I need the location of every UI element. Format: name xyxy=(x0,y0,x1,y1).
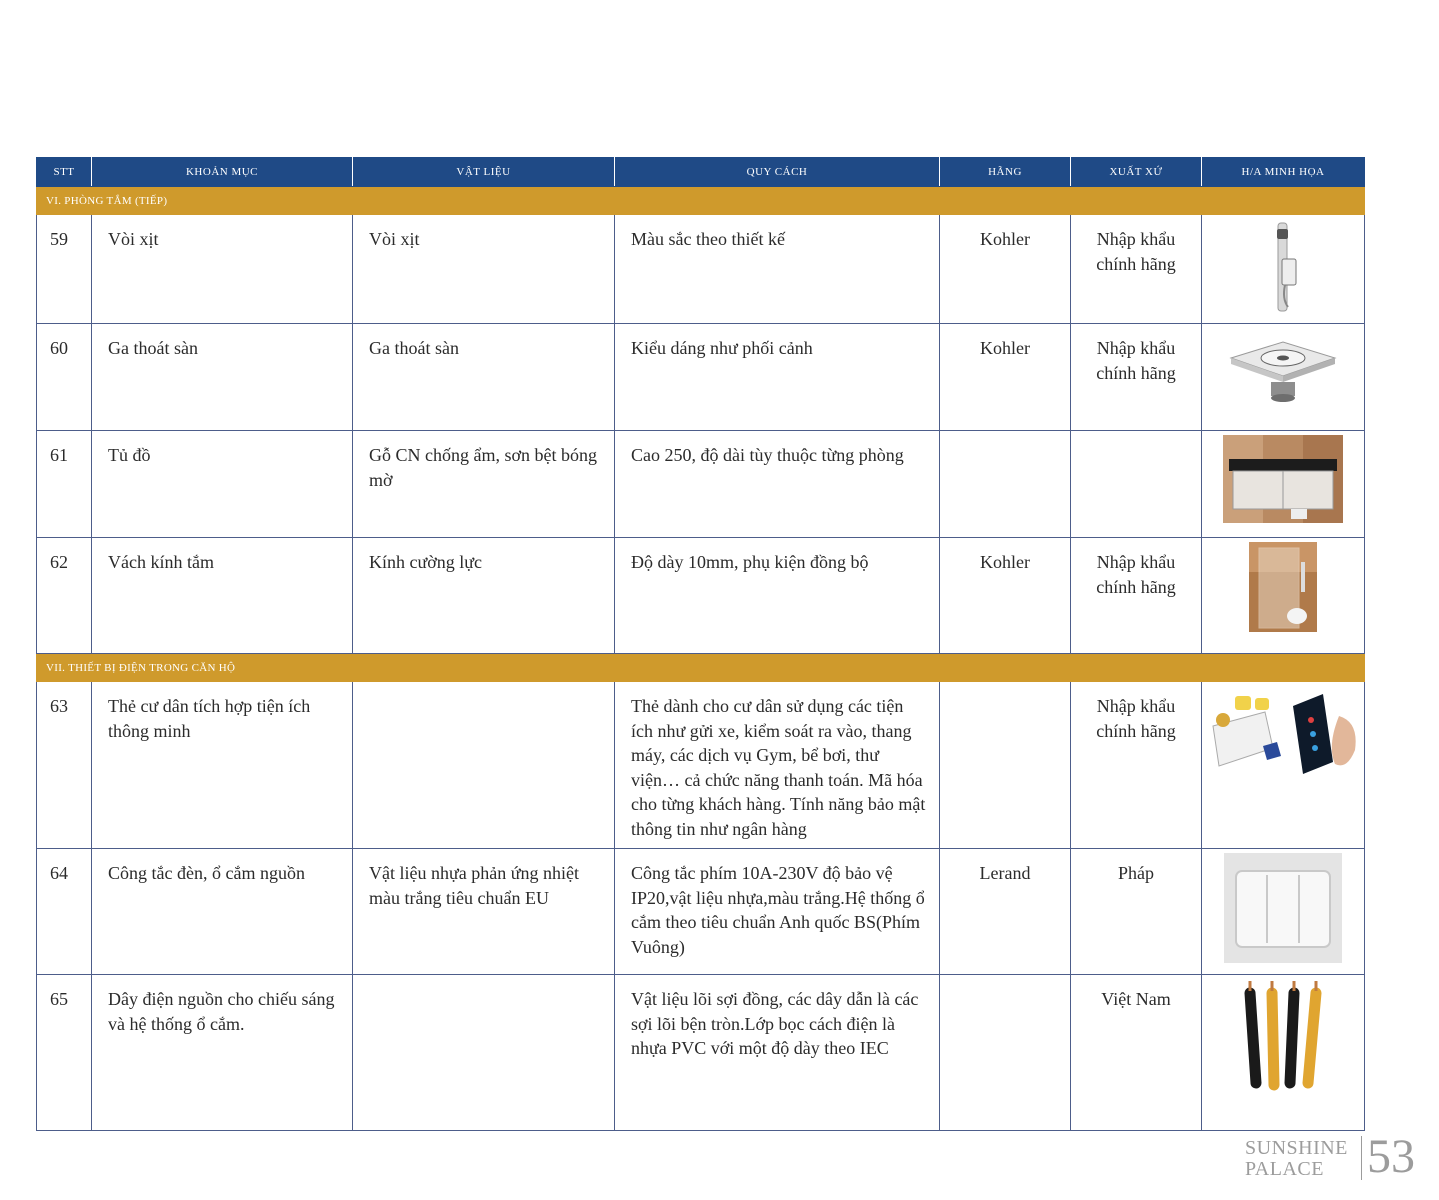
header-item: KHOẢN MỤC xyxy=(92,158,353,187)
brand-line1: SUNSHINE xyxy=(1245,1137,1348,1159)
row-item: Thẻ cư dân tích hợp tiện ích thông minh xyxy=(92,682,353,849)
light-switch-icon xyxy=(1224,853,1342,963)
row-spec: Cao 250, độ dài tùy thuộc từng phòng xyxy=(615,431,940,538)
section-title: VI. PHÒNG TẮM (TIẾP) xyxy=(37,187,1365,215)
power-cables-icon xyxy=(1238,979,1328,1095)
row-item: Ga thoát sàn xyxy=(92,324,353,431)
section-row xyxy=(37,187,1365,215)
section-title: VII. THIẾT BỊ ĐIỆN TRONG CĂN HỘ xyxy=(37,654,1365,682)
specification-table xyxy=(36,157,1365,1131)
table-row xyxy=(37,538,1365,654)
row-image xyxy=(1202,849,1365,975)
row-spec: Độ dày 10mm, phụ kiện đồng bộ xyxy=(615,538,940,654)
section-row xyxy=(37,654,1365,682)
table-row xyxy=(37,849,1365,975)
row-material xyxy=(353,682,615,849)
header-image: H/A MINH HỌA xyxy=(1202,158,1365,187)
table-row xyxy=(37,975,1365,1131)
table-row xyxy=(37,324,1365,431)
row-item: Dây điện nguồn cho chiếu sáng và hệ thống ổ cắm. xyxy=(92,975,353,1131)
row-image xyxy=(1202,431,1365,538)
glass-shower-photo xyxy=(1249,542,1317,632)
row-origin: Nhập khẩu chính hãng xyxy=(1071,215,1202,324)
table-row xyxy=(37,431,1365,538)
table-header-row xyxy=(37,158,1365,187)
row-brand xyxy=(940,682,1071,849)
header-origin: XUẤT XỨ xyxy=(1071,158,1202,187)
header-material: VẬT LIỆU xyxy=(353,158,615,187)
access-card-photo xyxy=(1207,686,1359,778)
row-image xyxy=(1202,682,1365,849)
row-stt: 65 xyxy=(37,975,92,1131)
row-brand: Kohler xyxy=(940,215,1071,324)
row-material: Vật liệu nhựa phản ứng nhiệt màu trắng tiêu chuẩn EU xyxy=(353,849,615,975)
floor-drain-icon xyxy=(1227,328,1339,408)
row-image xyxy=(1202,324,1365,431)
row-stt: 62 xyxy=(37,538,92,654)
row-stt: 61 xyxy=(37,431,92,538)
row-origin: Nhập khẩu chính hãng xyxy=(1071,682,1202,849)
row-origin xyxy=(1071,431,1202,538)
row-brand xyxy=(940,975,1071,1131)
row-brand: Kohler xyxy=(940,324,1071,431)
bidet-sprayer-icon xyxy=(1258,219,1308,315)
row-origin: Pháp xyxy=(1071,849,1202,975)
row-material xyxy=(353,975,615,1131)
row-stt: 64 xyxy=(37,849,92,975)
row-material: Ga thoát sàn xyxy=(353,324,615,431)
header-stt: STT xyxy=(37,158,92,187)
row-stt: 59 xyxy=(37,215,92,324)
brand-logo xyxy=(1245,1138,1355,1180)
row-origin: Nhập khẩu chính hãng xyxy=(1071,538,1202,654)
vanity-cabinet-photo xyxy=(1223,435,1343,523)
row-item: Vách kính tắm xyxy=(92,538,353,654)
table-row xyxy=(37,682,1365,849)
row-spec: Vật liệu lõi sợi đồng, các dây dẫn là các sợi lõi bện tròn.Lớp bọc cách điện là nhựa PVC với một độ dày theo IEC xyxy=(615,975,940,1131)
row-material: Vòi xịt xyxy=(353,215,615,324)
row-brand: Lerand xyxy=(940,849,1071,975)
row-item: Công tắc đèn, ổ cắm nguồn xyxy=(92,849,353,975)
row-item: Tủ đồ xyxy=(92,431,353,538)
row-spec: Kiểu dáng như phối cảnh xyxy=(615,324,940,431)
header-brand: HÃNG xyxy=(940,158,1071,187)
header-spec: QUY CÁCH xyxy=(615,158,940,187)
row-image xyxy=(1202,215,1365,324)
row-image xyxy=(1202,975,1365,1131)
row-origin: Việt Nam xyxy=(1071,975,1202,1131)
row-spec: Thẻ dành cho cư dân sử dụng các tiện ích như gửi xe, kiểm soát ra vào, thang máy, các dịch vụ Gym, bể bơi, thư viện… cả chức năng thanh toán. Mã hóa cho từng khách hàng. Tính năng bảo mật thông tin như ngân hàng xyxy=(615,682,940,849)
row-image xyxy=(1202,538,1365,654)
brand-line2: PALACE xyxy=(1245,1158,1324,1180)
row-spec: Màu sắc theo thiết kế xyxy=(615,215,940,324)
row-stt: 60 xyxy=(37,324,92,431)
table-row xyxy=(37,215,1365,324)
row-spec: Công tắc phím 10A-230V độ bảo vệ IP20,vật liệu nhựa,màu trắng.Hệ thống ổ cắm theo tiêu chuẩn Anh quốc BS(Phím Vuông) xyxy=(615,849,940,975)
row-origin: Nhập khẩu chính hãng xyxy=(1071,324,1202,431)
footer-divider xyxy=(1361,1136,1362,1180)
row-material: Gỗ CN chống ẩm, sơn bệt bóng mờ xyxy=(353,431,615,538)
page-number: 53 xyxy=(1367,1130,1415,1183)
row-brand: Kohler xyxy=(940,538,1071,654)
row-material: Kính cường lực xyxy=(353,538,615,654)
row-brand xyxy=(940,431,1071,538)
row-item: Vòi xịt xyxy=(92,215,353,324)
row-stt: 63 xyxy=(37,682,92,849)
